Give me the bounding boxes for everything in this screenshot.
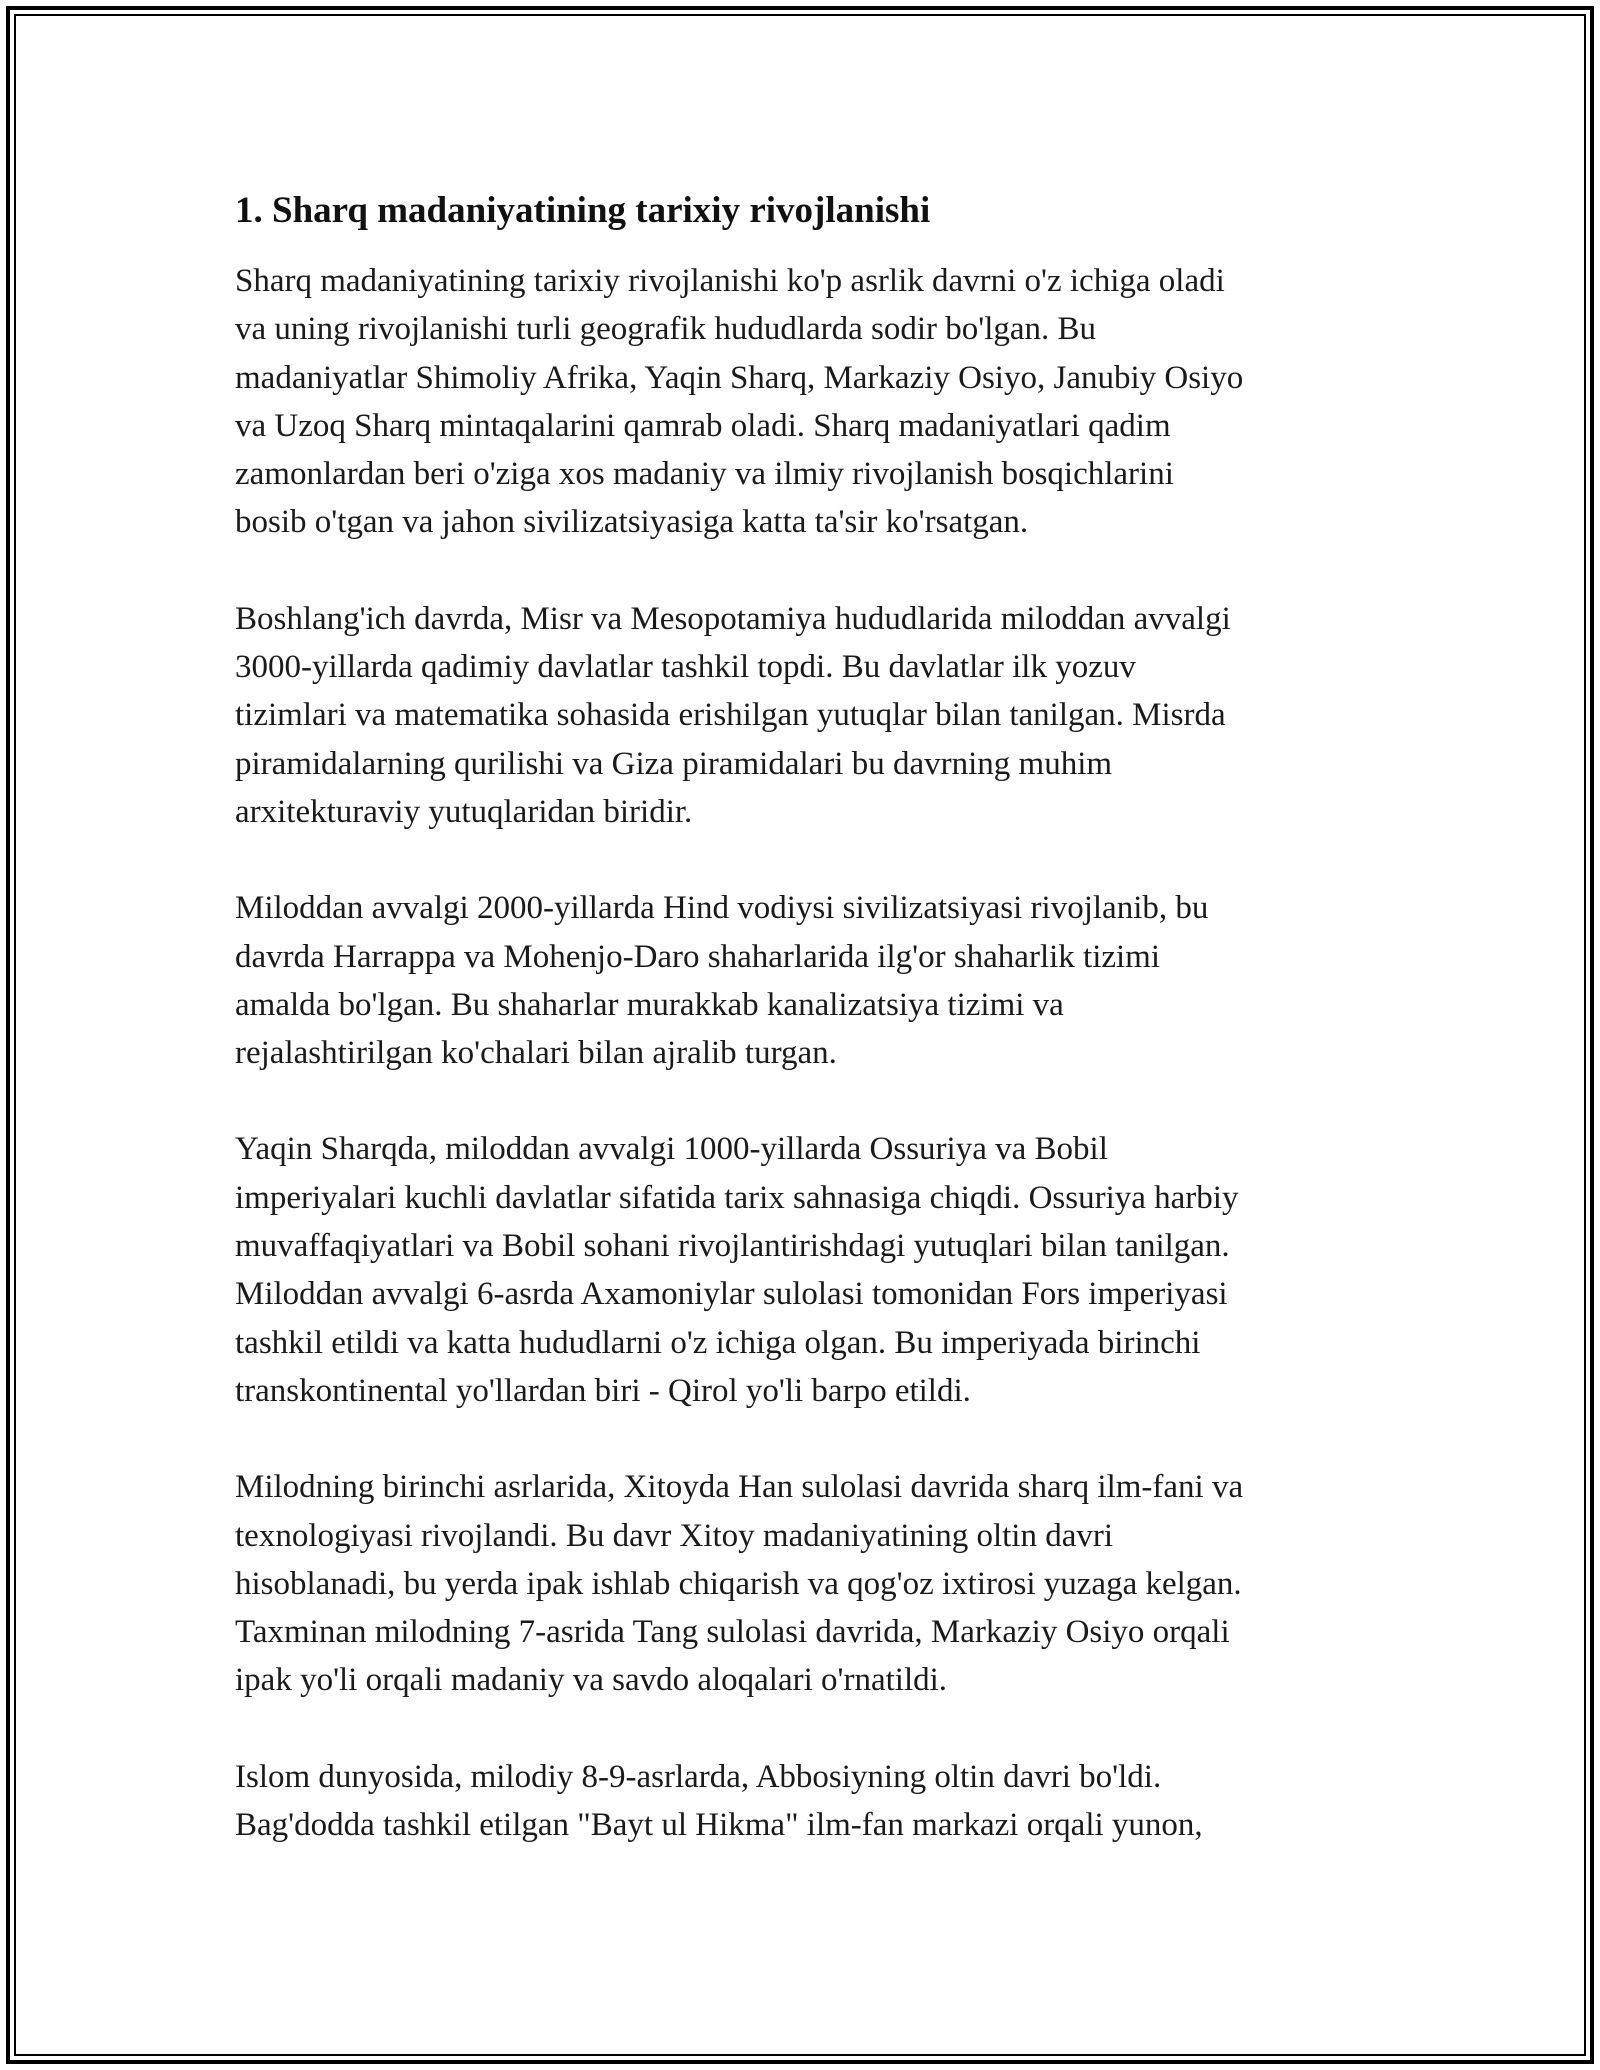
paragraph-egypt-mesopotamia [235, 595, 1365, 836]
text-line: 3000-yillarda qadimiy davlatlar tashkil topdi. Bu davlatlar ilk yozuv [235, 649, 1136, 686]
paragraph-islamic-world [235, 1753, 1365, 1850]
text-line: amalda bo'lgan. Bu shaharlar murakkab kanalizatsiya tizimi va [235, 986, 1064, 1023]
text-line: va uning rivojlanishi turli geografik hududlarda sodir bo'lgan. Bu [235, 311, 1097, 348]
text-line: davrda Harrappa va Mohenjo-Daro shaharlarida ilg'or shaharlik tizimi [235, 938, 1161, 975]
text-line: arxitekturaviy yutuqlaridan biridir. [235, 793, 693, 830]
text-line: imperiyalari kuchli davlatlar sifatida tarix sahnasiga chiqdi. Ossuriya harbiy [235, 1179, 1239, 1216]
text-line: Miloddan avvalgi 6-asrda Axamoniylar sulolasi tomonidan Fors imperiyasi [235, 1276, 1228, 1313]
section-heading: 1. Sharq madaniyatining tarixiy rivojlanishi [235, 190, 931, 231]
text-line: Sharq madaniyatining tarixiy rivojlanishi ko'p asrlik davrni o'z ichiga oladi [235, 263, 1225, 299]
text-line: zamonlardan beri o'ziga xos madaniy va ilmiy rivojlanish bosqichlarini [235, 456, 1174, 493]
paragraph-near-east [235, 1125, 1365, 1415]
text-line: Yaqin Sharqda, miloddan avvalgi 1000-yillarda Ossuriya va Bobil [235, 1131, 1108, 1168]
text-line: piramidalarning qurilishi va Giza piramidalari bu davrning muhim [235, 745, 1113, 782]
text-line: va Uzoq Sharq mintaqalarini qamrab oladi. Sharq madaniyatlari qadim [235, 407, 1171, 444]
text-line: Bag'dodda tashkil etilgan "Bayt ul Hikma" ilm-fan markazi orqali yunon, [235, 1807, 1203, 1844]
text-line: Taxminan milodning 7-asrida Tang sulolasi davrida, Markaziy Osiyo orqali [235, 1614, 1230, 1651]
text-line: tashkil etildi va katta hududlarni o'z ichiga olgan. Bu imperiyada birinchi [235, 1324, 1201, 1361]
document-body [235, 185, 1365, 1897]
text-line: muvaffaqiyatlari va Bobil sohani rivojlantirishdagi yutuqlari bilan tanilgan. [235, 1228, 1230, 1265]
paragraph-china [235, 1463, 1365, 1704]
text-line: tizimlari va matematika sohasida erishilgan yutuqlar bilan tanilgan. Misrda [235, 697, 1226, 734]
text-line: transkontinental yo'llardan biri - Qirol yo'li barpo etildi. [235, 1372, 971, 1409]
paragraph-intro [235, 257, 1365, 547]
text-line: ipak yo'li orqali madaniy va savdo aloqalari o'rnatildi. [235, 1662, 948, 1699]
text-line: madaniyatlar Shimoliy Afrika, Yaqin Sharq, Markaziy Osiyo, Janubiy Osiyo [235, 359, 1244, 396]
text-line: Boshlang'ich davrda, Misr va Mesopotamiya hududlarida miloddan avvalgi [235, 600, 1231, 637]
text-line: bosib o'tgan va jahon sivilizatsiyasiga katta ta'sir ko'rsatgan. [235, 504, 1029, 541]
text-line: rejalashtirilgan ko'chalari bilan ajralib turgan. [235, 1035, 837, 1072]
text-line: hisoblanadi, bu yerda ipak ishlab chiqarish va qog'oz ixtirosi yuzaga kelgan. [235, 1565, 1242, 1602]
text-line: Islom dunyosida, milodiy 8-9-asrlarda, Abbosiyning oltin davri bo'ldi. [235, 1758, 1162, 1795]
text-line: Miloddan avvalgi 2000-yillarda Hind vodiysi sivilizatsiyasi rivojlanib, bu [235, 890, 1209, 927]
paragraph-indus-valley [235, 884, 1365, 1077]
text-line: Milodning birinchi asrlarida, Xitoyda Han sulolasi davrida sharq ilm-fani va [235, 1469, 1244, 1506]
text-line: texnologiyasi rivojlandi. Bu davr Xitoy madaniyatining oltin davri [235, 1517, 1114, 1554]
